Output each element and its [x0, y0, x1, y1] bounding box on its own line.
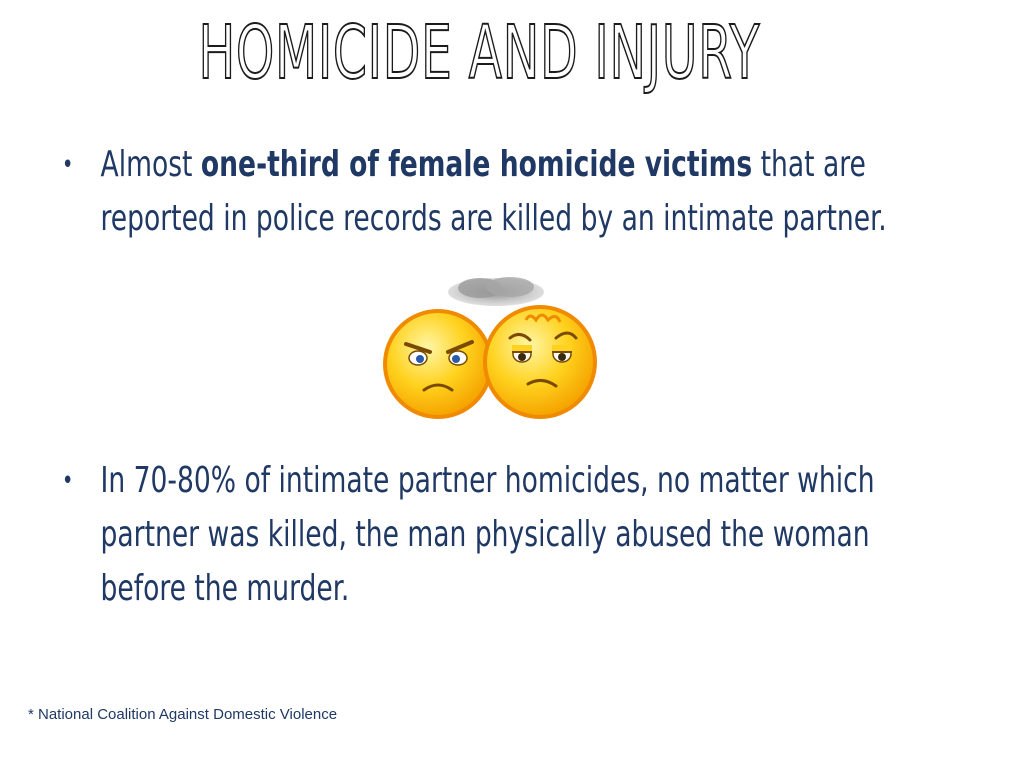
bullet-text-2: In 70-80% of intimate partner homicides, no matter which partner was killed, the man physically abused the woman before the murder. [100, 460, 875, 609]
bullet-text-emphasis: one-third of female homicide victims [200, 144, 753, 185]
bullet-text-prefix: Almost [100, 144, 201, 185]
bullet-icon: • [62, 466, 74, 496]
cloud-icon [448, 277, 544, 306]
angry-couple-emoticons-icon [380, 272, 600, 432]
bullet-item-2 [62, 454, 948, 616]
slide-title: HOMICIDE AND INJURY [198, 10, 761, 96]
bullet-item-1 [62, 138, 948, 246]
bullet-text-suffix: that are reported in police records are killed by an intimate partner. [100, 144, 887, 239]
bullet-text-1 [101, 138, 948, 246]
annoyed-face-icon [485, 307, 595, 417]
angry-face-icon [385, 311, 491, 417]
source-footnote: * National Coalition Against Domestic Violence [28, 706, 338, 723]
bullet-icon: • [62, 150, 74, 180]
